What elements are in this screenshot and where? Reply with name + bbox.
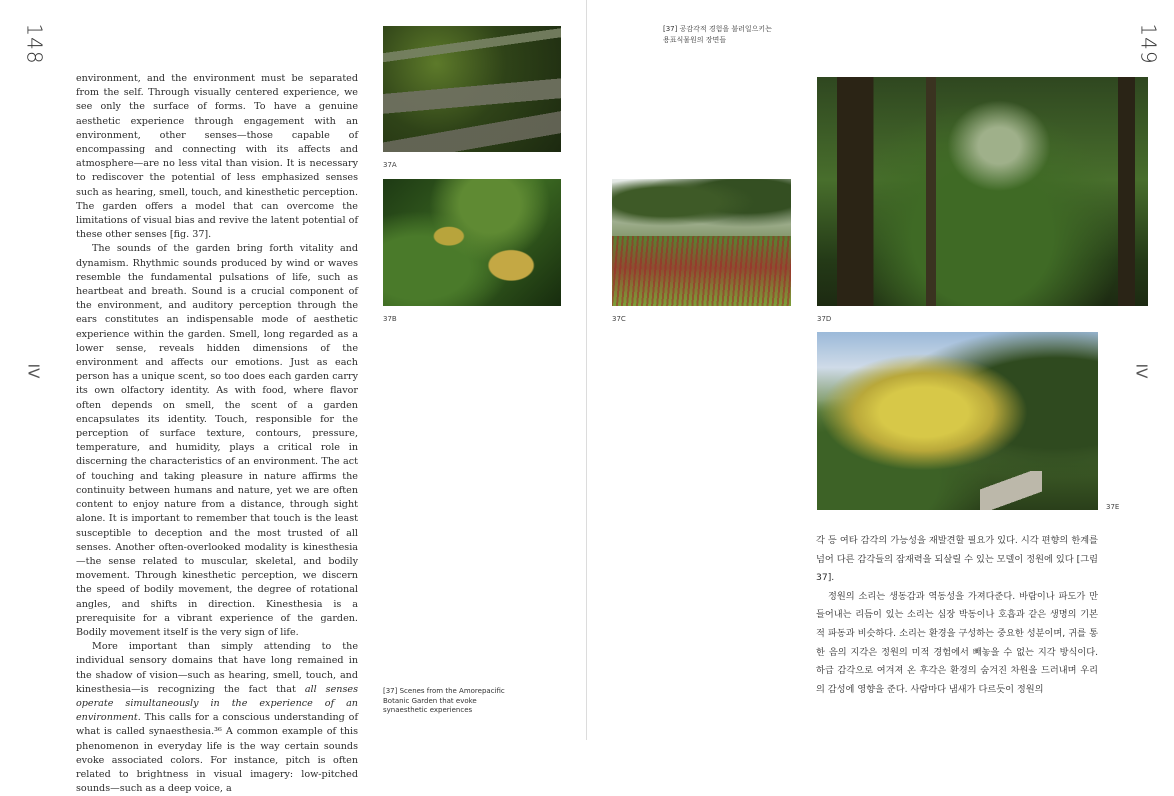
caption-line-1: [37] Scenes from the Amorepacific: [383, 687, 505, 695]
korean-paragraph-2: 정원의 소리는 생동감과 역동성을 가져다준다. 바람이나 파도가 만들어내는 리듬이 있는 소리는 심장 박동이나 호흡과 같은 생명의 기본적 파동과 비슷하다. 소리는 환경을 구성하는 중요한 성분이며, 귀를 통한 음의 지각은 정원의 미적 경험에서 빼놓을 수 없는 지각 방식이다. 하급 감각으로 여겨져 온 후각은 환경의 숨겨진 차원을 드러내며 우리의 감성에 영향을 준다. 사람마다 냄새가 다르듯이 정원의: [816, 590, 1098, 695]
paragraph-3-end: . This calls for a conscious understanding of what is called synaesthesia.³⁶ A common example of this phenomenon in everyday life is the way certain sounds evoke associated colors. For instance, pitch is often related to brightness in visual imagery: low-pitched sounds—such as a deep voice, a: [76, 712, 358, 795]
korean-caption-line-1: [37] 공감각적 경험을 불러일으키는: [663, 25, 772, 33]
figure-label-37d: 37D: [817, 315, 832, 323]
page-number-left: 148: [22, 23, 47, 65]
photo-37b-berries: [383, 179, 561, 306]
photo-37c-red-grass: [612, 179, 791, 306]
figure-label-37b: 37B: [383, 315, 397, 323]
emphasis-text: all senses operate simultaneously in the experience of an environment: [76, 683, 358, 724]
korean-body-text: [816, 532, 1098, 699]
korean-paragraph-1: 각 등 여타 감각의 가능성을 재발견할 필요가 있다. 시각 편향의 한계를 넘어 다른 감각들의 잠재력을 되살릴 수 있는 모델이 정원에 있다 [그림 37].: [816, 535, 1098, 584]
caption-line-2: Botanic Garden that evoke: [383, 696, 477, 705]
section-mark-left: IV: [24, 363, 43, 379]
figure-label-37e: 37E: [1106, 503, 1120, 511]
korean-caption-line-2: 용표식물원의 장면들: [663, 36, 727, 44]
figure-label-37c: 37C: [612, 315, 626, 323]
section-mark-right: IV: [1132, 363, 1151, 379]
page-number-right: 149: [1136, 23, 1161, 65]
paragraph-1: environment, and the environment must be separated from the self. Through visually centered experience, we see only the surface of forms. To have a genuine aesthetic experience through engagement with an environment, other senses—those capable of encompassing and connecting with its affects and atmosphere—are no less vital than vision. It is necessary to rediscover the potential of less emphasized senses such as hearing, smell, touch, and kinesthetic perception. The garden offers a model that can overcome the limitations of visual bias and revive the latent potential of these other senses [fig. 37].: [76, 73, 358, 241]
tree-canopy: [612, 179, 791, 236]
figure-label-37a: 37A: [383, 161, 397, 169]
photo-37d-forest-ferns: [817, 77, 1148, 306]
caption-line-3: synaesthetic experiences: [383, 706, 473, 714]
garden-path: [980, 471, 1042, 510]
figure-caption-korean: [663, 24, 772, 46]
photo-37a-stone-path: [383, 26, 561, 152]
paragraph-3-start: More important than simply attending to the individual sensory domains that have long remained in the shadow of vision—such as hearing, smell, touch, and kinesthesia—is recognizing the fact that: [76, 641, 358, 695]
photo-37e-yellow-tree: [817, 332, 1098, 510]
paragraph-3: [76, 640, 358, 796]
left-page: [0, 0, 587, 795]
english-body-text: [76, 72, 358, 796]
figure-caption-english: [383, 687, 505, 716]
book-gutter: [586, 0, 587, 740]
paragraph-2: The sounds of the garden bring forth vitality and dynamism. Rhythmic sounds produced by wind or waves resemble the fundamental pulsations of life, such as heartbeat and breath. Sound is a crucial component of the environment, and auditory perception through the ears constitutes an indispensable mode of aesthetic experience within the garden. Smell, long regarded as a lower sense, reveals hidden dimensions of the environment and affects our emotions. Just as each person has a unique scent, so too does each garden carry its own olfactory identity. As with food, where flavor often depends on smell, the scent of a garden encapsulates its identity. Touch, responsible for the perception of surface texture, contours, pressure, temperature, and humidity, plays a critical role in discerning the characteristics of an environment. The act of touching and taking pleasure in nature affirms the continuity between humans and nature, yet we are often content to enjoy nature from a distance, through sight alone. It is important to remember that touch is the least susceptible to deception and the most trusted of all senses. Another often-overlooked modality is kinesthesia—the sense related to muscular, skeletal, and bodily movement. Through kinesthetic perception, we discern the speed of bodily movement, the degree of rotational angles, and shifts in direction. Kinesthesia is a prerequisite for a vibrant experience of the garden. Bodily movement itself is the very sign of life.: [76, 243, 358, 638]
